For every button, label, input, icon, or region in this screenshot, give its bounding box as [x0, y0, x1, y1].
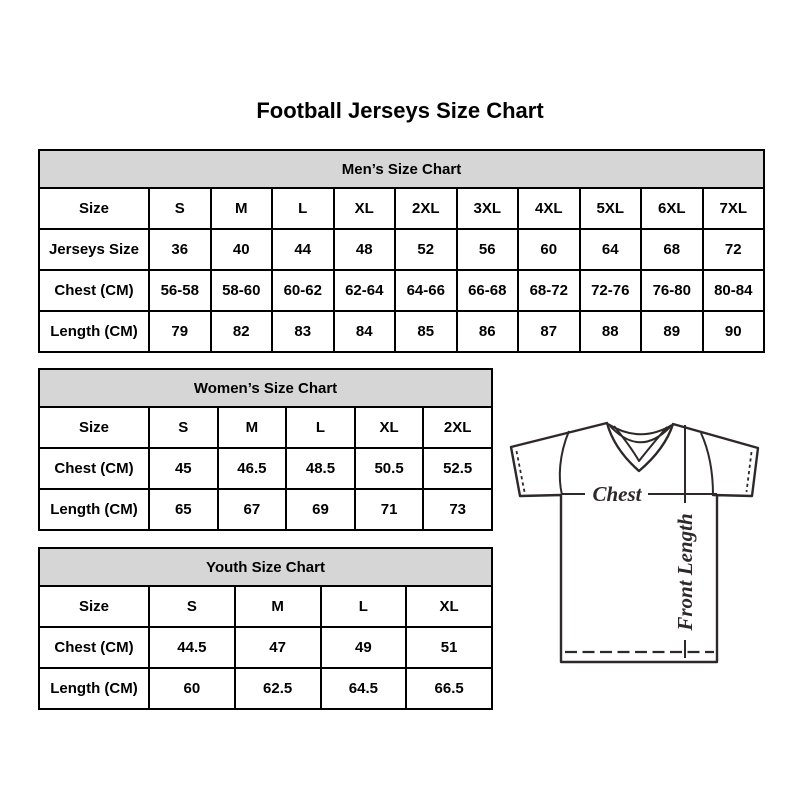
row-label: Length (CM) [39, 668, 149, 709]
youth-table-title: Youth Size Chart [39, 548, 492, 586]
table-cell: M [211, 188, 273, 229]
table-cell: 80-84 [703, 270, 765, 311]
table-cell: 76-80 [641, 270, 703, 311]
table-cell: 58-60 [211, 270, 273, 311]
table-cell: 3XL [457, 188, 519, 229]
youth-size-table [38, 547, 493, 710]
table-cell: 89 [641, 311, 703, 352]
table-cell: 66.5 [406, 668, 492, 709]
table-cell: 64-66 [395, 270, 457, 311]
table-header-row [39, 150, 764, 188]
table-cell: 52 [395, 229, 457, 270]
jersey-outline [511, 423, 758, 662]
page-title: Football Jerseys Size Chart [256, 98, 544, 123]
table-cell: 48.5 [286, 448, 355, 489]
row-label: Jerseys Size [39, 229, 149, 270]
table-cell: M [218, 407, 287, 448]
table-cell: 60 [518, 229, 580, 270]
mens-size-table [38, 149, 765, 353]
table-cell: 82 [211, 311, 273, 352]
table-cell: 64.5 [321, 668, 407, 709]
table-cell: 69 [286, 489, 355, 530]
table-cell: 46.5 [218, 448, 287, 489]
table-row [39, 448, 492, 489]
table-cell: 5XL [580, 188, 642, 229]
table-cell: 65 [149, 489, 218, 530]
table-header-row [39, 548, 492, 586]
table-cell: 2XL [423, 407, 492, 448]
table-row [39, 188, 764, 229]
table-cell: 72-76 [580, 270, 642, 311]
row-label: Chest (CM) [39, 627, 149, 668]
table-cell: 49 [321, 627, 407, 668]
table-cell: 90 [703, 311, 765, 352]
table-cell: 60-62 [272, 270, 334, 311]
table-cell: 60 [149, 668, 235, 709]
table-cell: 66-68 [457, 270, 519, 311]
womens-size-table [38, 368, 493, 531]
table-cell: 47 [235, 627, 321, 668]
row-label: Size [39, 407, 149, 448]
left-sleeve-seam [560, 431, 569, 495]
table-cell: L [321, 586, 407, 627]
mens-table-title: Men’s Size Chart [39, 150, 764, 188]
table-cell: 72 [703, 229, 765, 270]
row-label: Chest (CM) [39, 448, 149, 489]
table-cell: 88 [580, 311, 642, 352]
table-cell: 64 [580, 229, 642, 270]
table-cell: 62.5 [235, 668, 321, 709]
table-header-row [39, 369, 492, 407]
row-label: Chest (CM) [39, 270, 149, 311]
table-cell: 40 [211, 229, 273, 270]
front-length-label: Front Length [673, 513, 697, 631]
table-cell: 87 [518, 311, 580, 352]
row-label: Length (CM) [39, 311, 149, 352]
table-row [39, 407, 492, 448]
table-row [39, 586, 492, 627]
table-cell: S [149, 586, 235, 627]
table-cell: L [286, 407, 355, 448]
table-cell: 84 [334, 311, 396, 352]
table-cell: 68-72 [518, 270, 580, 311]
row-label: Size [39, 586, 149, 627]
jersey-measurement-diagram [495, 395, 775, 685]
table-cell: 6XL [641, 188, 703, 229]
table-cell: L [272, 188, 334, 229]
table-cell: 62-64 [334, 270, 396, 311]
womens-table-title: Women’s Size Chart [39, 369, 492, 407]
table-cell: 2XL [395, 188, 457, 229]
table-cell: 83 [272, 311, 334, 352]
table-cell: 56-58 [149, 270, 211, 311]
row-label: Length (CM) [39, 489, 149, 530]
table-row [39, 627, 492, 668]
table-row [39, 270, 764, 311]
table-cell: XL [406, 586, 492, 627]
table-cell: 45 [149, 448, 218, 489]
table-cell: 36 [149, 229, 211, 270]
table-cell: 86 [457, 311, 519, 352]
table-row [39, 668, 492, 709]
table-cell: 71 [355, 489, 424, 530]
table-cell: 79 [149, 311, 211, 352]
right-cuff-dash [747, 452, 752, 492]
table-cell: S [149, 407, 218, 448]
table-cell: 56 [457, 229, 519, 270]
table-cell: M [235, 586, 321, 627]
table-cell: 68 [641, 229, 703, 270]
table-cell: 50.5 [355, 448, 424, 489]
right-sleeve-seam [701, 433, 713, 495]
table-row [39, 311, 764, 352]
table-row [39, 229, 764, 270]
table-cell: 48 [334, 229, 396, 270]
table-cell: 44.5 [149, 627, 235, 668]
table-cell: XL [355, 407, 424, 448]
table-cell: 73 [423, 489, 492, 530]
chest-label: Chest [592, 482, 642, 506]
row-label: Size [39, 188, 149, 229]
table-cell: S [149, 188, 211, 229]
table-cell: 4XL [518, 188, 580, 229]
table-cell: 7XL [703, 188, 765, 229]
table-cell: 52.5 [423, 448, 492, 489]
table-cell: XL [334, 188, 396, 229]
jersey-diagram-icon [495, 395, 775, 685]
table-cell: 85 [395, 311, 457, 352]
table-row [39, 489, 492, 530]
table-cell: 44 [272, 229, 334, 270]
table-cell: 51 [406, 627, 492, 668]
table-cell: 67 [218, 489, 287, 530]
